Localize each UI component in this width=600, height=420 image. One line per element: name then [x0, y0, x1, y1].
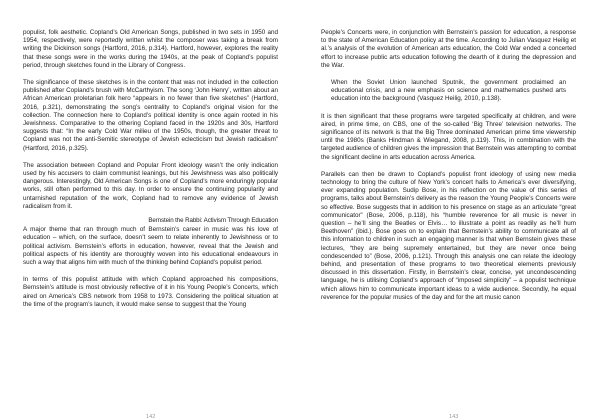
paragraph: The association between Copland and Popular Front ideology wasn’t the only indication used by his accusers to claim communist leanings, but his Jewishness was also politically dangerous. Interestingly, Old American Songs is one of Copland’s more enduringly popular works, still often performed to this day. In order to ensure the continuing popularity and untarnished reputation of the work, Copland had to remove any evidence of Jewish radicalism from it. — [23, 161, 278, 210]
paragraph: In terms of this populist attitude with which Copland approached his compositions, Bernstein’s attitude is most obviously reflective of it in his Young People’s Concerts, which aired on America’s CBS network from 1958 to 1973. Considering the political situation at the time of the program’s launch, it would make sense to suggest that the Young — [23, 276, 278, 308]
page-number: 143 — [449, 414, 459, 420]
right-page — [321, 29, 576, 413]
left-page — [23, 29, 278, 413]
page-number: 142 — [146, 414, 156, 420]
paragraph: People’s Concerts were, in conjunction with Bernstein’s passion for education, a response to the state of American Education policy at the time. According to Julian Vasquez Heilig et al.’s analysis of the evolution of American arts education, the Cold War ended a concerted effort to increase public arts education following the dearth of it during the depression and the War. — [321, 29, 576, 69]
section-heading: Bernstein the Rabbi: Activism Through Education — [148, 217, 278, 225]
block-quote: When the Soviet Union launched Sputnik, the government proclaimed an educational crisis, and a new emphasis on science and mathematics pushed arts education into the background (Vasquez Heilig, 2010, p.138). — [331, 79, 566, 103]
paragraph: It is then significant that these programs were targeted specifically at children, and were aired, in prime time, on CBS, one of the so-called ‘Big Three’ television networks. The significance of its network is that the Big Three dominated American prime time viewership until the 1980s (Banks Hindman & Wiegand, 2008, p.119). This, in combination with the targeted audience of children gives the impression that Bernstein was attempting to combat the significant decline in arts education across America. — [321, 112, 576, 161]
paragraph: populist, folk aesthetic. Copland’s Old American Songs, published in two sets in 1950 and 1954, respectively, were reportedly written whilst the composer was taking a break from writing the Dickinson songs (Hartford, 2016, p.314). Hartford, however, explores the reality that these songs were in the works during the 1940s, at the peak of Copland’s populist period, through sketches found in the Library of Congress. — [23, 29, 278, 69]
paragraph: Parallels can then be drawn to Copland’s populist front ideology of using new media technology to bring the culture of New York’s concert halls to America’s ever diversifying, ever expanding population. Sudip Bose, in his reflection on the value of this series of programs, talks about Bernstein’s delivery as the reason the Young People’s Concerts were so effective. Bose suggests that in addition to his presence on stage as an articulate “great communicator” (Bose, 2006, p.118), his “humble reverence for all music is never in question – he’ll sing the Beatles or Elvis… to illustrate a point as readily as he’ll hum Beethoven” (ibid.). Bose goes on to explain that Bernstein’s ability to communicate all of this information to children in such an engaging manner is that when Bernstein gives these lectures, “they are being supremely entertained, but they are never once being condescended to” (Bose, 2006, p.121). Through this analysis one can relate the ideology behind, and presentation of these programs to two theoretical elements previously discussed in this dissertation. Firstly, in Bernstein’s clear, concise, yet uncondescending language, he is utilising Copland’s approach of “imposed simplicity” – a populist technique which allows him to communicate important ideas to a wide audience. Secondly, he equal reverence for the popular musics of the day and for the art music canon — [321, 170, 576, 301]
paragraph: A major theme that ran through much of Bernstein’s career in music was his love of education – which, on the surface, doesn’t seem to relate inherently to Jewishness or to political activism. Bernstein’s efforts in education, however, reveal that the Jewish and political aspects of his identity are thoroughly woven into his educational endeavours in such a way that aligns him with much of the thinking behind Copland’s populist period. — [23, 226, 278, 267]
paragraph: The significance of these sketches is in the content that was not included in the collection published after Copland’s brush with McCarthyism. The song ‘John Henry’, written about an African American proletarian folk hero “appears in no fewer than five sketches” (Hartford, 2016, p.321), demonstrating the song’s centrality to Copland’s original vision for the collection. The connection here to Copland’s political identity is once again rooted in his Jewishness. Comparative to the othering Copland faced in the 1920s and 30s, Hartford suggests that: “In the early Cold War milieu of the 1950s, though, the greater threat to Copland was not the anti-Semitic stereotype of Jewish eclecticism but Jewish radicalism” (Hartford, 2016, p.325). — [23, 79, 278, 152]
